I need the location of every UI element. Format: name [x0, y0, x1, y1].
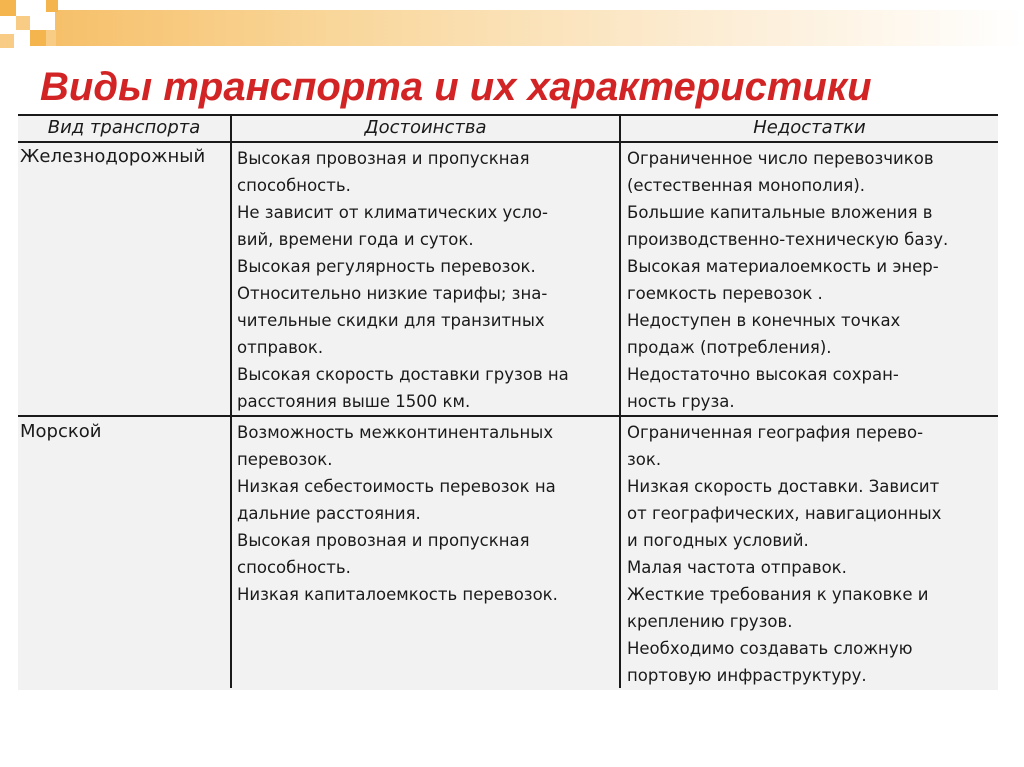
text-line: чительные скидки для транзитных [237, 311, 545, 330]
text-line: ность груза. [627, 392, 735, 411]
transport-type-railway: Железнодорожный [20, 146, 206, 167]
text-line: отправок. [237, 338, 324, 357]
text-line: Жесткие требования к упаковке и [627, 585, 929, 604]
railway-advantages [237, 145, 615, 415]
text-line: производственно-техническую базу. [627, 230, 949, 249]
text-line: расстояния выше 1500 км. [237, 392, 471, 411]
text-line: креплению грузов. [627, 612, 793, 631]
transport-type-sea: Морской [20, 421, 102, 442]
text-line: Ограниченная география перево- [627, 423, 924, 442]
header-decoration [0, 0, 1024, 60]
text-line: вий, времени года и суток. [237, 230, 474, 249]
text-line: способность. [237, 176, 351, 195]
text-line: способность. [237, 558, 351, 577]
railway-disadvantages [627, 145, 995, 415]
text-line: Возможность межконтинентальных [237, 423, 554, 442]
row-divider [18, 415, 998, 417]
header-disadvantages: Недостатки [753, 117, 866, 138]
text-line: Высокая материалоемкость и энер- [627, 257, 939, 276]
sea-disadvantages [627, 419, 995, 689]
text-line: Малая частота отправок. [627, 558, 847, 577]
text-line: (естественная монополия). [627, 176, 866, 195]
text-line: Ограниченное число перевозчиков [627, 149, 934, 168]
text-line: зок. [627, 450, 662, 469]
text-line: перевозок. [237, 450, 333, 469]
text-line: Высокая провозная и пропускная [237, 149, 530, 168]
text-line: от географических, навигационных [627, 504, 942, 523]
text-line: Большие капитальные вложения в [627, 203, 933, 222]
page-title: Виды транспорта и их характеристики [40, 65, 872, 109]
text-line: Низкая скорость доставки. Зависит [627, 477, 940, 496]
text-line: Относительно низкие тарифы; зна- [237, 284, 548, 303]
text-line: Недостаточно высокая сохран- [627, 365, 899, 384]
header-advantages: Достоинства [364, 117, 487, 138]
text-line: и погодных условий. [627, 531, 809, 550]
header-bottom-rule [18, 141, 998, 143]
text-line: дальние расстояния. [237, 504, 421, 523]
text-line: Необходимо создавать сложную [627, 639, 913, 658]
header-transport-type: Вид транспорта [47, 117, 201, 138]
text-line: Низкая капиталоемкость перевозок. [237, 585, 558, 604]
text-line: Высокая регулярность перевозок. [237, 257, 536, 276]
transport-table [18, 114, 998, 690]
column-divider-1 [230, 114, 232, 688]
sea-advantages [237, 419, 615, 608]
text-line: Не зависит от климатических усло- [237, 203, 548, 222]
text-line: портовую инфраструктуру. [627, 666, 867, 685]
text-line: Недоступен в конечных точках [627, 311, 901, 330]
text-line: Высокая скорость доставки грузов на [237, 365, 569, 384]
text-line: продаж (потребления). [627, 338, 832, 357]
text-line: Низкая себестоимость перевозок на [237, 477, 556, 496]
text-line: гоемкость перевозок . [627, 284, 823, 303]
text-line: Высокая провозная и пропускная [237, 531, 530, 550]
column-divider-2 [619, 114, 621, 688]
